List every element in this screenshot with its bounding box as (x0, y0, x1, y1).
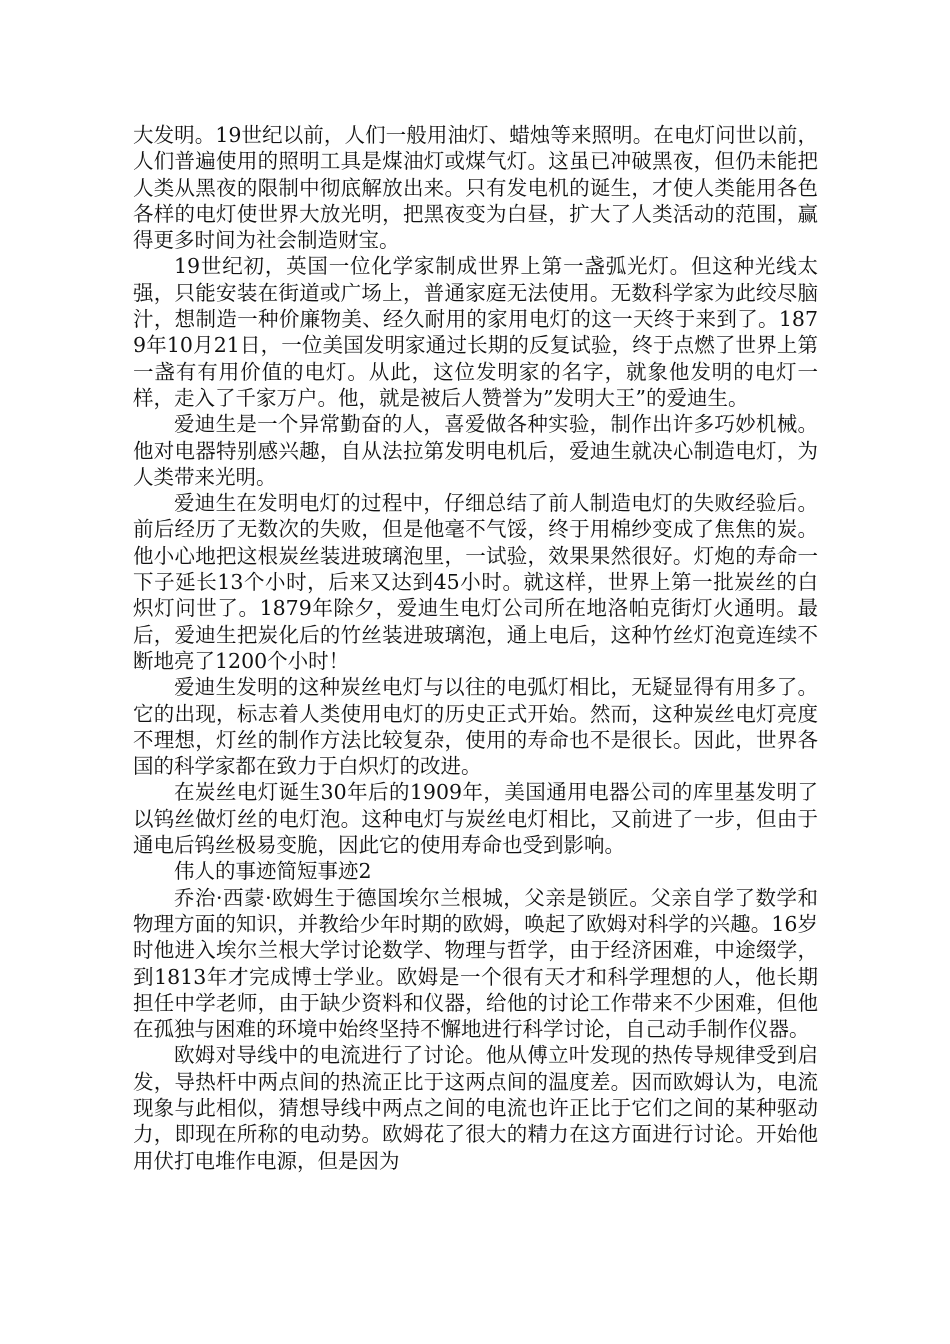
paragraph-4: 爱迪生在发明电灯的过程中，仔细总结了前人制造电灯的失败经验后。前后经历了无数次的失败，但是他毫不气馁，终于用棉纱变成了焦焦的炭。他小心地把这根炭丝装进玻璃泡里，一试验，效果果然很好。灯炮的寿命一下子延长13个小时，后来又达到45小时。就这样，世界上第一批炭丝的白炽灯问世了。1879年除夕，爱迪生电灯公司所在地洛帕克街灯火通明。最后，爱迪生把炭化后的竹丝装进玻璃泡，通上电后，这种竹丝灯泡竟连续不断地亮了1200个小时！ (133, 491, 818, 673)
paragraph-7: 乔治·西蒙·欧姆生于德国埃尔兰根城，父亲是锁匠。父亲自学了数学和物理方面的知识，并教给少年时期的欧姆，唤起了欧姆对科学的兴趣。16岁时他进入埃尔兰根大学讨论数学、物理与哲学，由于经济困难，中途缀学，到1813年才完成博士学业。欧姆是一个很有天才和科学理想的人，他长期担任中学老师，由于缺少资料和仪器，给他的讨论工作带来不少困难，但他在孤独与困难的环境中始终坚持不懈地进行科学讨论，自己动手制作仪器。 (133, 885, 818, 1042)
paragraph-1: 大发明。19世纪以前，人们一般用油灯、蜡烛等来照明。在电灯问世以前，人们普遍使用的照明工具是煤油灯或煤气灯。这虽已冲破黑夜，但仍未能把人类从黑夜的限制中彻底解放出来。只有发电机的诞生，才使人类能用各色各样的电灯使世界大放光明，把黑夜变为白昼，扩大了人类活动的范围，赢得更多时间为社会制造财宝。 (133, 123, 818, 253)
section-heading: 伟人的事迹简短事迹2 (174, 859, 372, 884)
paragraph-2: 19世纪初，英国一位化学家制成世界上第一盏弧光灯。但这种光线太强，只能安装在街道或广场上，普通家庭无法使用。无数科学家为此绞尽脑汁，想制造一种价廉物美、经久耐用的家用电灯的这一天终于来到了。1879年10月21日，一位美国发明家通过长期的反复试验，终于点燃了世界上第一盏有有用价值的电灯。从此，这位发明家的名字，就象他发明的电灯一样，走入了千家万户。他，就是被后人赞誉为”发明大王”的爱迪生。 (133, 254, 818, 410)
paragraph-8: 欧姆对导线中的电流进行了讨论。他从傅立叶发现的热传导规律受到启发，导热杆中两点间的热流正比于这两点间的温度差。因而欧姆认为，电流现象与此相似，猜想导线中两点之间的电流也许正比于它们之间的某种驱动力，即现在所称的电动势。欧姆花了很大的精力在这方面进行讨论。开始他用伏打电堆作电源，但是因为 (133, 1043, 818, 1173)
paragraph-3: 爱迪生是一个异常勤奋的人，喜爱做各种实验，制作出许多巧妙机械。他对电器特别感兴趣，自从法拉第发明电机后，爱迪生就决心制造电灯，为人类带来光明。 (133, 412, 818, 489)
document-body (133, 122, 818, 1174)
paragraph-6: 在炭丝电灯诞生30年后的1909年，美国通用电器公司的库里基发明了以钨丝做灯丝的电灯泡。这种电灯与炭丝电灯相比，又前进了一步，但由于通电后钨丝极易变脆，因此它的使用寿命也受到影响。 (133, 780, 818, 858)
paragraph-5: 爱迪生发明的这种炭丝电灯与以往的电弧灯相比，无疑显得有用多了。它的出现，标志着人类使用电灯的历史正式开始。然而，这种炭丝电灯亮度不理想，灯丝的制作方法比较复杂，使用的寿命也不是很长。因此，世界各国的科学家都在致力于白炽灯的改进。 (133, 675, 818, 779)
